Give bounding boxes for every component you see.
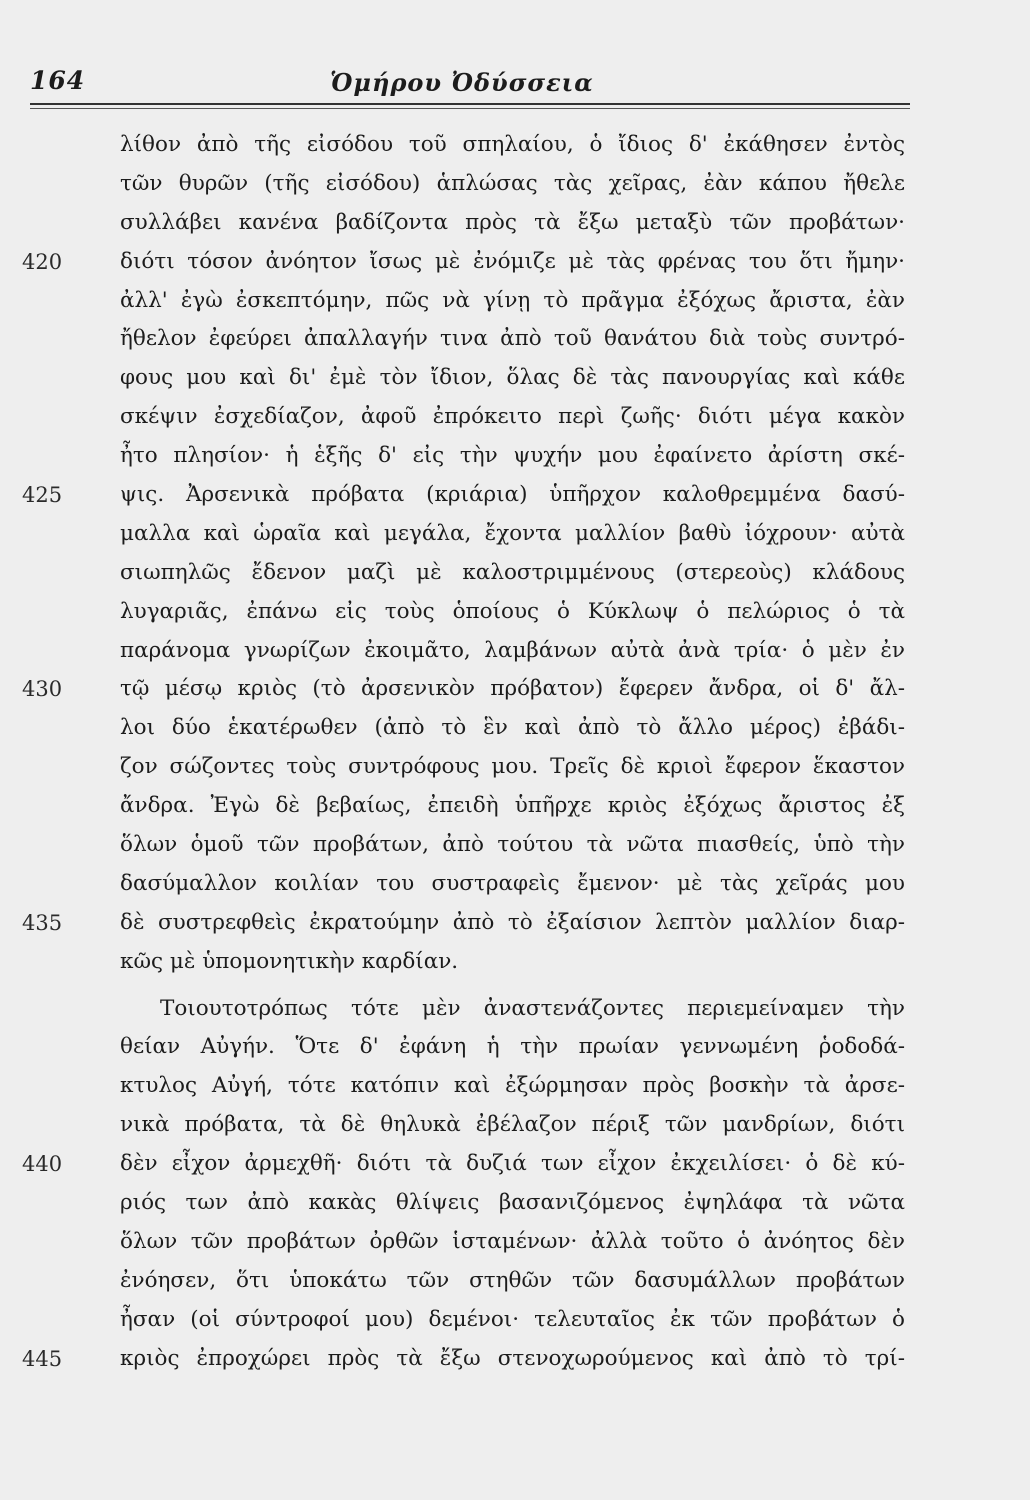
line-text: ἄνδρα. Ἐγὼ δὲ βεβαίως, ἐπειδὴ ὑπῆρχε κριὸς ἐξόχως ἄριστος ἐξ (120, 793, 905, 819)
line-text: διότι τόσον ἀνόητον ἴσως μὲ ἐνόμιζε μὲ τὰς φρένας του ὅτι ἤμην· (120, 248, 905, 274)
text-line (0, 1340, 1030, 1379)
line-text: ἐνόησεν, ὅτι ὑποκάτω τῶν στηθῶν τῶν δασυμάλλων προβάτων (120, 1267, 905, 1293)
text-line (0, 1106, 1030, 1145)
text-line (0, 398, 1030, 437)
line-text: δασύμαλλον κοιλίαν του συστραφεὶς ἔμενον· μὲ τὰς χεῖράς μου (120, 870, 905, 896)
line-text: ζον σώζοντες τοὺς συντρόφους μου. Τρεῖς δὲ κριοὶ ἔφερον ἕκαστον (120, 754, 905, 780)
text-line (0, 865, 1030, 904)
line-number: 440 (22, 1152, 63, 1177)
text-line (0, 593, 1030, 632)
line-text: θείαν Αὐγήν. Ὅτε δ' ἐφάνη ἡ τὴν πρωίαν γεννωμένη ῥοδοδά- (120, 1034, 905, 1060)
text-block (0, 126, 1030, 1379)
text-line (0, 709, 1030, 748)
line-text: τῷ μέσῳ κριὸς (τὸ ἀρσενικὸν πρόβατον) ἔφερεν ἄνδρα, οἱ δ' ἄλ- (120, 676, 905, 702)
text-line (0, 826, 1030, 865)
line-number: 435 (22, 910, 63, 935)
text-line (0, 554, 1030, 593)
header-rule-thick (30, 103, 910, 105)
text-line (0, 476, 1030, 515)
line-number: 425 (22, 483, 63, 508)
line-text: ἀλλ' ἐγὼ ἐσκεπτόμην, πῶς νὰ γίνῃ τὸ πρᾶγμα ἐξόχως ἄριστα, ἐὰν (120, 287, 905, 313)
line-number: 430 (22, 677, 63, 702)
text-line (0, 1067, 1030, 1106)
line-text: ἦτο πλησίον· ἡ ἑξῆς δ' εἰς τὴν ψυχήν μου ἐφαίνετο ἀρίστη σκέ- (120, 443, 905, 469)
line-text: λίθον ἀπὸ τῆς εἰσόδου τοῦ σπηλαίου, ὁ ἴδιος δ' ἐκάθησεν ἐντὸς (120, 132, 905, 157)
text-line (0, 320, 1030, 359)
text-line (0, 359, 1030, 398)
text-line (0, 1301, 1030, 1340)
line-text: ψις. Ἀρσενικὰ πρόβατα (κριάρια) ὑπῆρχον καλοθρεμμένα δασύ- (120, 482, 905, 508)
header-rule-thin (30, 108, 910, 109)
line-text: σιωπηλῶς ἔδενον μαζὶ μὲ καλοστριμμένους (στερεοὺς) κλάδους (120, 559, 905, 585)
line-text: συλλάβει κανένα βαδίζοντα πρὸς τὰ ἔξω μεταξὺ τῶν προβάτων· (120, 209, 905, 235)
line-text: λυγαριᾶς, ἐπάνω εἰς τοὺς ὁποίους ὁ Κύκλωψ ὁ πελώριος ὁ τὰ (120, 598, 905, 624)
line-text: λοι δύο ἑκατέρωθεν (ἀπὸ τὸ ἓν καὶ ἀπὸ τὸ ἄλλο μέρος) ἐβάδι- (120, 715, 905, 741)
text-line (0, 1262, 1030, 1301)
text-line (0, 670, 1030, 709)
text-line (0, 787, 1030, 826)
text-line (0, 748, 1030, 787)
line-text: δὲν εἶχον ἀρμεχθῆ· διότι τὰ δυζιά των εἶχον ἐκχειλίσει· ὁ δὲ κύ- (120, 1151, 905, 1177)
line-text: κτυλος Αὐγή, τότε κατόπιν καὶ ἐξώρμησαν πρὸς βοσκὴν τὰ ἀρσε- (120, 1073, 905, 1099)
line-text: σκέψιν ἐσχεδίαζον, ἀφοῦ ἐπρόκειτο περὶ ζωῆς· διότι μέγα κακὸν (120, 404, 905, 430)
line-text: κῶς μὲ ὑπομονητικὴν καρδίαν. (120, 948, 459, 974)
text-line (0, 515, 1030, 554)
text-line (0, 990, 1030, 1029)
line-text: κριὸς ἐπροχώρει πρὸς τὰ ἔξω στενοχωρούμενος καὶ ἀπὸ τὸ τρί- (120, 1345, 905, 1371)
text-line (0, 904, 1030, 943)
line-text: Τοιουτοτρόπως τότε μὲν ἀναστενάζοντες περιεμείναμεν τὴν (160, 995, 905, 1021)
line-text: ἦσαν (οἱ σύντροφοί μου) δεμένοι· τελευταῖος ἐκ τῶν προβάτων ὁ (120, 1306, 905, 1332)
page-number: 164 (30, 66, 86, 95)
line-text: παράνομα γνωρίζων ἐκοιμᾶτο, λαμβάνων αὐτὰ ἀνὰ τρία· ὁ μὲν ἐν (120, 637, 905, 663)
text-line (0, 632, 1030, 671)
line-text: ὅλων ὁμοῦ τῶν προβάτων, ἀπὸ τούτου τὰ νῶτα πιασθείς, ὑπὸ τὴν (120, 832, 905, 858)
line-text: ὅλων τῶν προβάτων ὀρθῶν ἱσταμένων· ἀλλὰ τοῦτο ὁ ἀνόητος δὲν (120, 1228, 905, 1254)
text-line (0, 943, 1030, 982)
text-line (0, 204, 1030, 243)
page-header (30, 66, 905, 106)
text-line (0, 165, 1030, 204)
line-number: 445 (22, 1346, 63, 1371)
text-line (0, 1223, 1030, 1262)
line-text: ριός των ἀπὸ κακὰς θλίψεις βασανιζόμενος ἐψηλάφα τὰ νῶτα (120, 1190, 905, 1216)
text-line (0, 243, 1030, 282)
text-line (0, 282, 1030, 321)
running-title: Ὁμήρου Ὀδύσσεια (330, 68, 594, 97)
line-number: 420 (22, 249, 63, 274)
line-text: μαλλα καὶ ὡραῖα καὶ μεγάλα, ἔχοντα μαλλίον βαθὺ ἰόχρουν· αὐτὰ (120, 520, 905, 546)
line-text: φους μου καὶ δι' ἐμὲ τὸν ἴδιον, ὅλας δὲ τὰς πανουργίας καὶ κάθε (120, 365, 905, 391)
text-line (0, 1028, 1030, 1067)
text-line (0, 126, 1030, 165)
text-line (0, 437, 1030, 476)
text-line (0, 1145, 1030, 1184)
line-text: ἤθελον ἐφεύρει ἀπαλλαγήν τινα ἀπὸ τοῦ θανάτου διὰ τοὺς συντρό- (120, 326, 905, 352)
line-text: δὲ συστρεφθεὶς ἐκρατούμην ἀπὸ τὸ ἐξαίσιον λεπτὸν μαλλίον διαρ- (120, 909, 905, 935)
text-line (0, 1184, 1030, 1223)
line-text: τῶν θυρῶν (τῆς εἰσόδου) ἁπλώσας τὰς χεῖρας, ἐὰν κάπου ἤθελε (120, 170, 905, 196)
line-text: νικὰ πρόβατα, τὰ δὲ θηλυκὰ ἐβέλαζον πέριξ τῶν μανδρίων, διότι (120, 1112, 905, 1138)
